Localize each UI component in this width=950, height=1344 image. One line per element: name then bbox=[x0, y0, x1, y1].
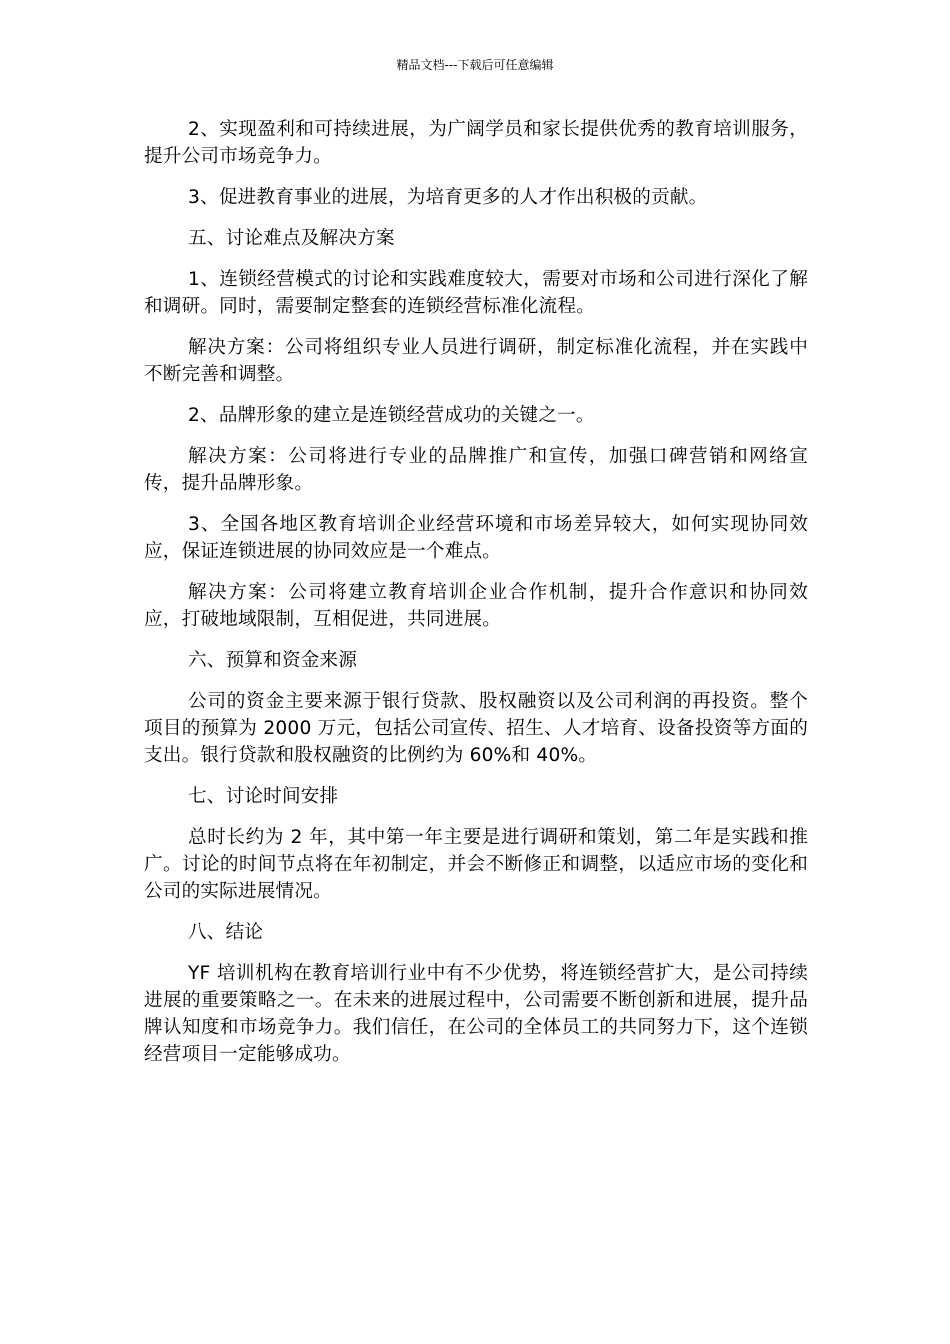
paragraph-solution-1: 解决方案：公司将组织专业人员进行调研，制定标准化流程，并在实践中不断完善和调整。 bbox=[144, 337, 808, 385]
paragraph-goal-3: 3、促进教育事业的进展，为培育更多的人才作出积极的贡献。 bbox=[188, 187, 708, 208]
paragraph-difficulty-2: 2、品牌形象的建立是连锁经营成功的关键之一。 bbox=[188, 405, 595, 426]
section-heading-schedule: 七、讨论时间安排 bbox=[188, 786, 339, 807]
paragraph-solution-2: 解决方案：公司将进行专业的品牌推广和宣传，加强口碑营销和网络宣传，提升品牌形象。 bbox=[144, 446, 808, 494]
paragraph-schedule: 总时长约为 2 年，其中第一年主要是进行调研和策划，第二年是实践和推广。讨论的时间节点将在年初制定，并会不断修正和调整，以适应市场的变化和公司的实际进展情况。 bbox=[144, 827, 808, 902]
section-heading-conclusion: 八、结论 bbox=[188, 922, 264, 943]
paragraph-budget: 公司的资金主要来源于银行贷款、股权融资以及公司利润的再投资。整个项目的预算为 2000 万元，包括公司宣传、招生、人才培育、设备投资等方面的支出。银行贷款和股权融资的比例约为 60%和 40%。 bbox=[144, 691, 808, 766]
paragraph-difficulty-3: 3、全国各地区教育培训企业经营环境和市场差异较大，如何实现协同效应，保证连锁进展的协同效应是一个难点。 bbox=[144, 514, 808, 562]
document-body bbox=[144, 116, 808, 1082]
page-header: 精品文档---下载后可任意编辑 bbox=[396, 58, 554, 72]
section-heading-budget: 六、预算和资金来源 bbox=[188, 650, 358, 671]
section-heading-difficulties: 五、讨论难点及解决方案 bbox=[188, 228, 395, 249]
paragraph-conclusion: YF 培训机构在教育培训行业中有不少优势，将连锁经营扩大，是公司持续进展的重要策略之一。在未来的进展过程中，公司需要不断创新和进展，提升品牌认知度和市场竞争力。我们信任，在公司的全体员工的共同努力下，这个连锁经营项目一定能够成功。 bbox=[144, 963, 808, 1065]
paragraph-difficulty-1: 1、连锁经营模式的讨论和实践难度较大，需要对市场和公司进行深化了解和调研。同时，需要制定整套的连锁经营标准化流程。 bbox=[144, 269, 808, 317]
paragraph-solution-3: 解决方案：公司将建立教育培训企业合作机制，提升合作意识和协同效应，打破地域限制，互相促进，共同进展。 bbox=[144, 582, 808, 630]
paragraph-goal-2: 2、实现盈利和可持续进展，为广阔学员和家长提供优秀的教育培训服务，提升公司市场竞争力。 bbox=[144, 119, 808, 167]
